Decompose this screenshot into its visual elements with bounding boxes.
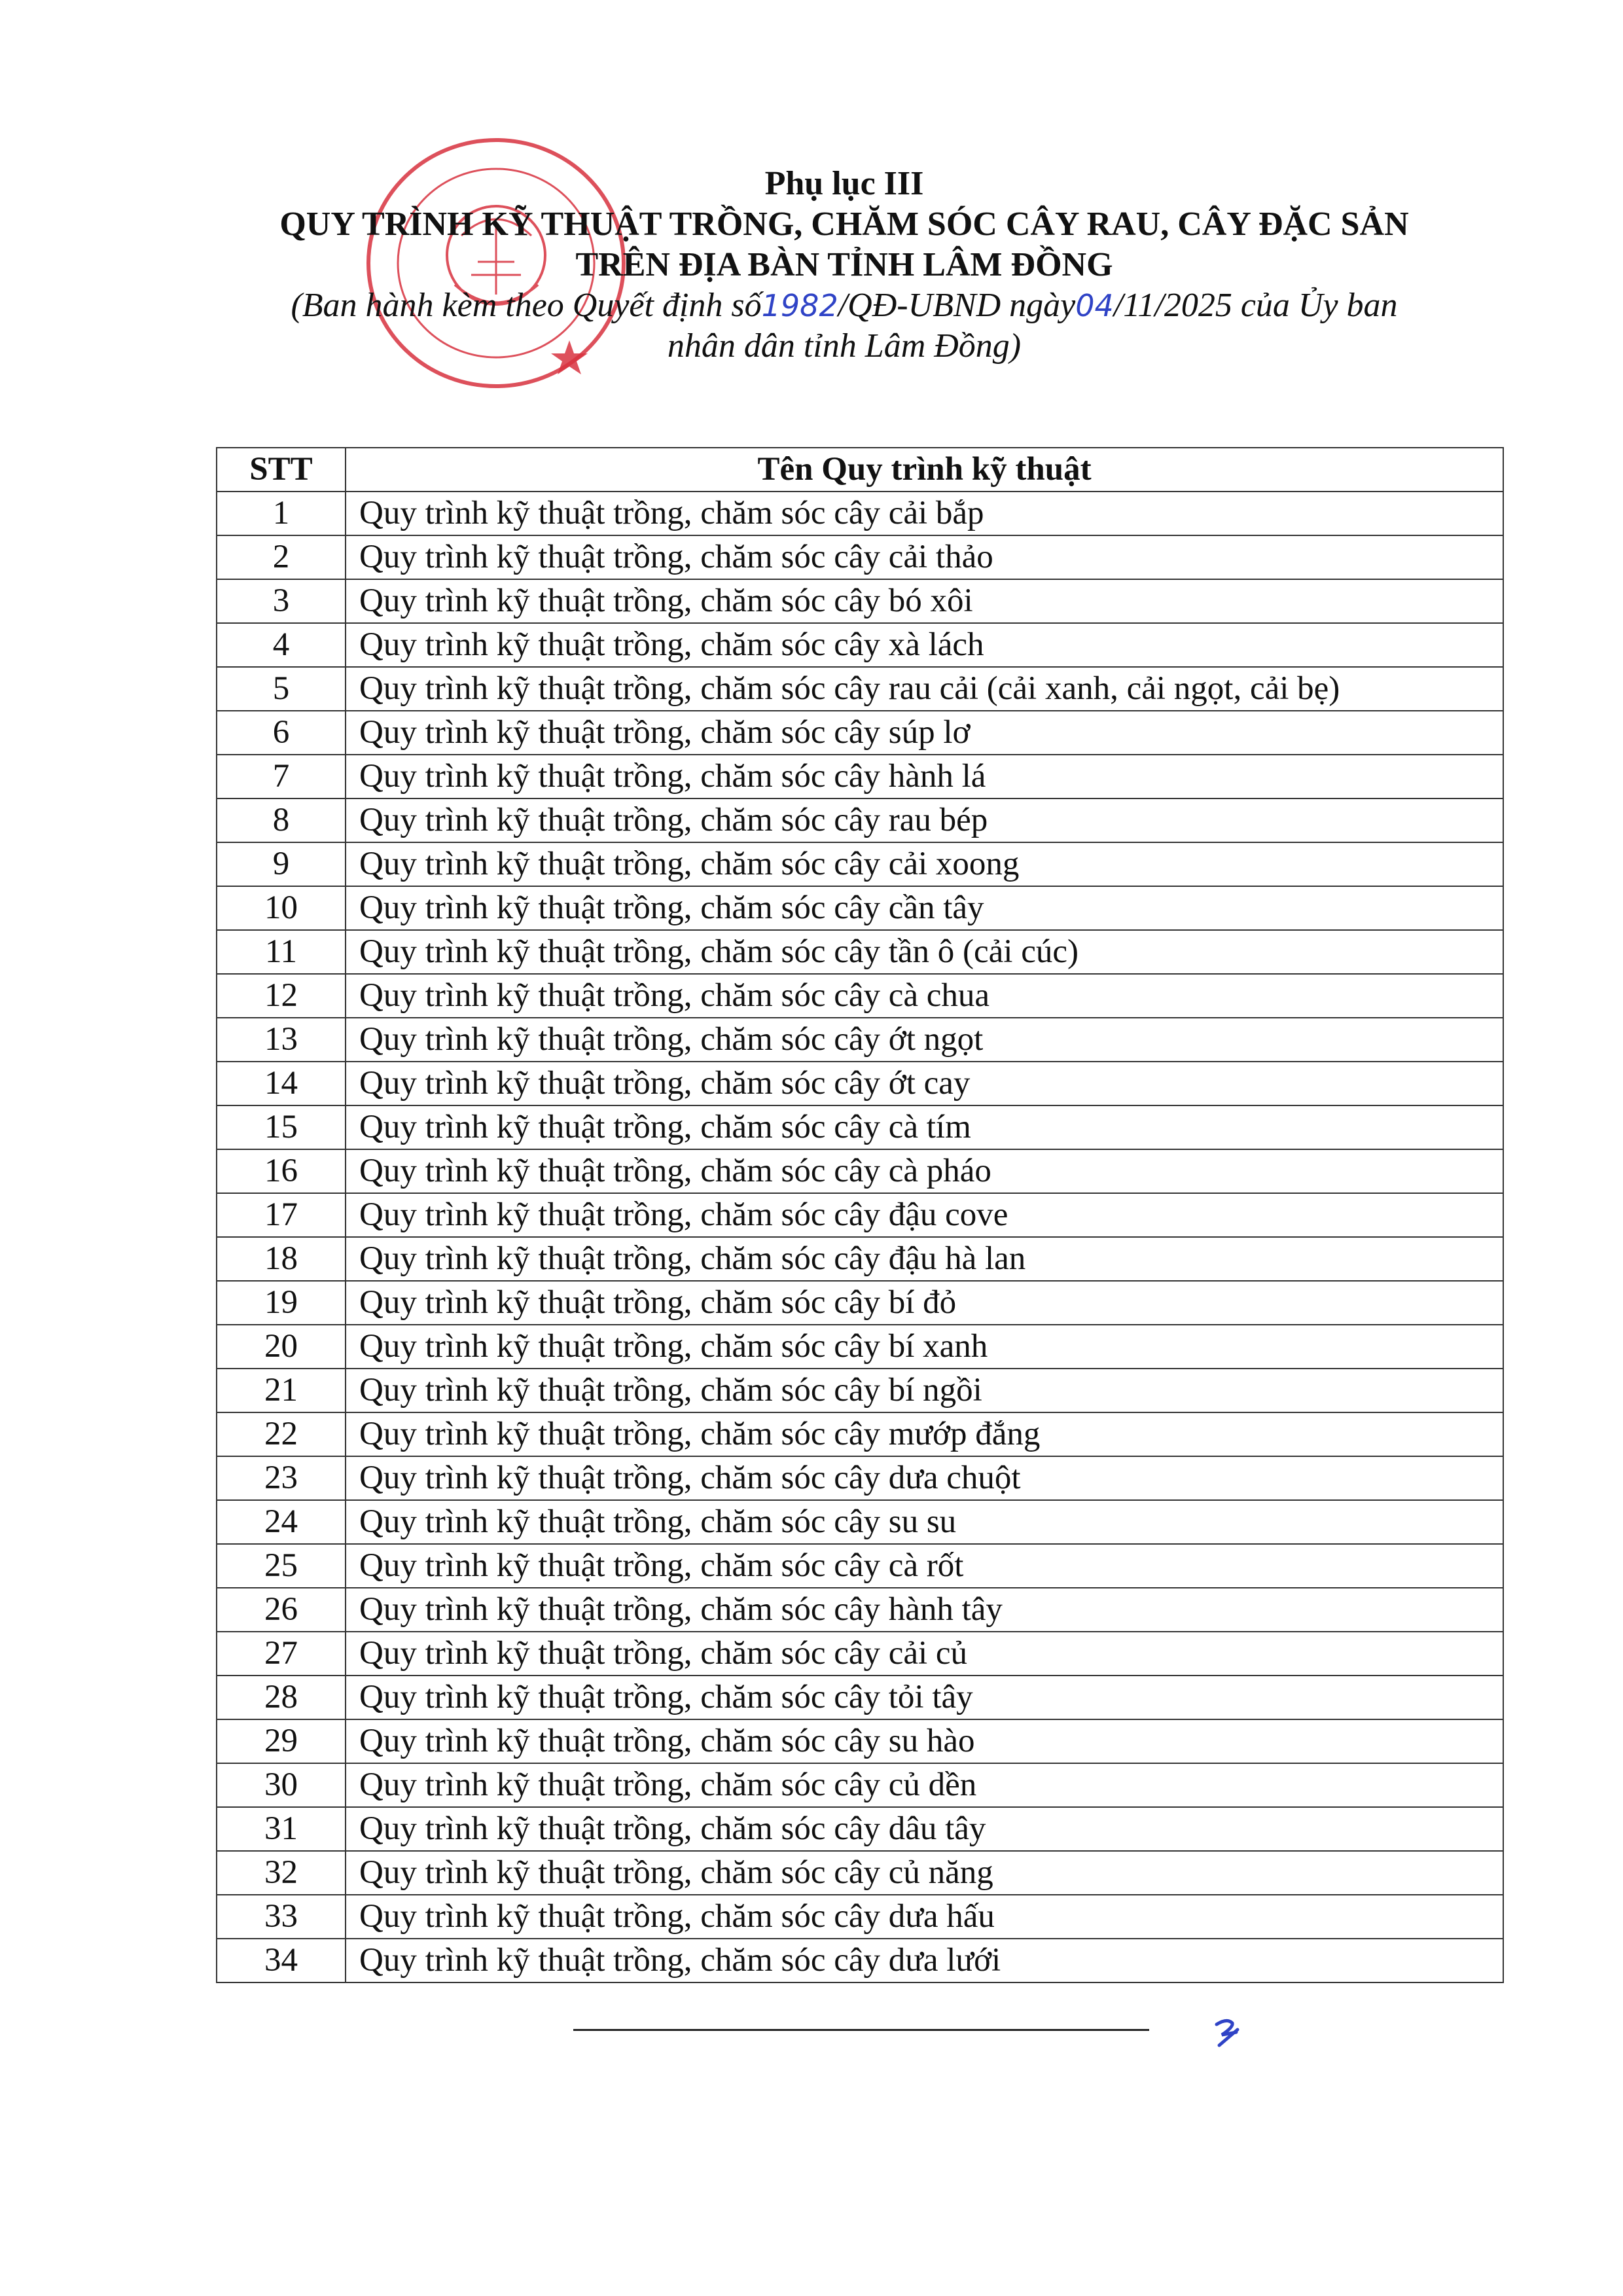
table-row — [217, 1544, 1503, 1588]
table-row — [217, 974, 1503, 1018]
table-row — [217, 535, 1503, 579]
row-stt: 16 — [217, 1149, 346, 1193]
row-stt: 7 — [217, 755, 346, 798]
issuance-note-part1: (Ban hành kèm theo Quyết định số — [291, 287, 762, 324]
table-row — [217, 1895, 1503, 1939]
row-procedure-name: Quy trình kỹ thuật trồng, chăm sóc cây cà tím — [346, 1105, 1503, 1149]
table-row — [217, 1369, 1503, 1412]
table-row — [217, 1763, 1503, 1807]
procedures-table-body — [217, 492, 1503, 1982]
table-row — [217, 842, 1503, 886]
table-row — [217, 1588, 1503, 1632]
table-row — [217, 1939, 1503, 1982]
row-procedure-name: Quy trình kỹ thuật trồng, chăm sóc cây cải bắp — [346, 492, 1503, 535]
row-procedure-name: Quy trình kỹ thuật trồng, chăm sóc cây cà pháo — [346, 1149, 1503, 1193]
row-procedure-name: Quy trình kỹ thuật trồng, chăm sóc cây đậu cove — [346, 1193, 1503, 1237]
issuance-note-part3: /11/2025 của Ủy ban — [1113, 287, 1398, 324]
row-stt: 31 — [217, 1807, 346, 1851]
row-procedure-name: Quy trình kỹ thuật trồng, chăm sóc cây củ năng — [346, 1851, 1503, 1895]
table-row — [217, 492, 1503, 535]
row-stt: 14 — [217, 1062, 346, 1105]
table-header-row — [217, 448, 1503, 492]
table-row — [217, 1105, 1503, 1149]
table-row — [217, 930, 1503, 974]
document-title-line1: QUY TRÌNH KỸ THUẬT TRỒNG, CHĂM SÓC CÂY RAU, CÂY ĐẶC SẢN — [279, 206, 1409, 243]
row-stt: 13 — [217, 1018, 346, 1062]
row-procedure-name: Quy trình kỹ thuật trồng, chăm sóc cây cà rốt — [346, 1544, 1503, 1588]
footer-rule — [573, 2029, 1149, 2031]
row-stt: 2 — [217, 535, 346, 579]
row-stt: 25 — [217, 1544, 346, 1588]
column-header-name: Tên Quy trình kỹ thuật — [346, 448, 1503, 492]
procedures-table — [216, 447, 1504, 1983]
row-stt: 27 — [217, 1632, 346, 1676]
row-procedure-name: Quy trình kỹ thuật trồng, chăm sóc cây bí đỏ — [346, 1281, 1503, 1325]
row-procedure-name: Quy trình kỹ thuật trồng, chăm sóc cây tỏi tây — [346, 1676, 1503, 1719]
row-procedure-name: Quy trình kỹ thuật trồng, chăm sóc cây hành lá — [346, 755, 1503, 798]
row-stt: 1 — [217, 492, 346, 535]
row-procedure-name: Quy trình kỹ thuật trồng, chăm sóc cây hành tây — [346, 1588, 1503, 1632]
table-row — [217, 1149, 1503, 1193]
row-procedure-name: Quy trình kỹ thuật trồng, chăm sóc cây rau bép — [346, 798, 1503, 842]
row-stt: 10 — [217, 886, 346, 930]
table-row — [217, 1632, 1503, 1676]
table-row — [217, 1412, 1503, 1456]
row-procedure-name: Quy trình kỹ thuật trồng, chăm sóc cây su su — [346, 1500, 1503, 1544]
document-header — [196, 164, 1492, 367]
row-procedure-name: Quy trình kỹ thuật trồng, chăm sóc cây bó xôi — [346, 579, 1503, 623]
row-stt: 6 — [217, 711, 346, 755]
table-row — [217, 798, 1503, 842]
table-row — [217, 1807, 1503, 1851]
table-row — [217, 1325, 1503, 1369]
row-procedure-name: Quy trình kỹ thuật trồng, chăm sóc cây cà chua — [346, 974, 1503, 1018]
issuance-note — [196, 285, 1492, 326]
row-procedure-name: Quy trình kỹ thuật trồng, chăm sóc cây cải xoong — [346, 842, 1503, 886]
issuance-note-line2: nhân dân tỉnh Lâm Đồng) — [667, 327, 1022, 365]
table-row — [217, 667, 1503, 711]
row-procedure-name: Quy trình kỹ thuật trồng, chăm sóc cây dưa hấu — [346, 1895, 1503, 1939]
table-row — [217, 1237, 1503, 1281]
row-procedure-name: Quy trình kỹ thuật trồng, chăm sóc cây cần tây — [346, 886, 1503, 930]
row-stt: 8 — [217, 798, 346, 842]
table-row — [217, 755, 1503, 798]
row-stt: 22 — [217, 1412, 346, 1456]
row-stt: 23 — [217, 1456, 346, 1500]
table-row — [217, 1281, 1503, 1325]
row-procedure-name: Quy trình kỹ thuật trồng, chăm sóc cây xà lách — [346, 623, 1503, 667]
table-row — [217, 1719, 1503, 1763]
table-row — [217, 711, 1503, 755]
row-procedure-name: Quy trình kỹ thuật trồng, chăm sóc cây dưa chuột — [346, 1456, 1503, 1500]
row-procedure-name: Quy trình kỹ thuật trồng, chăm sóc cây su hào — [346, 1719, 1503, 1763]
table-row — [217, 1062, 1503, 1105]
table-row — [217, 623, 1503, 667]
table-row — [217, 1500, 1503, 1544]
column-header-stt: STT — [217, 448, 346, 492]
row-stt: 24 — [217, 1500, 346, 1544]
row-procedure-name: Quy trình kỹ thuật trồng, chăm sóc cây bí xanh — [346, 1325, 1503, 1369]
row-stt: 29 — [217, 1719, 346, 1763]
row-stt: 28 — [217, 1676, 346, 1719]
table-row — [217, 1676, 1503, 1719]
row-procedure-name: Quy trình kỹ thuật trồng, chăm sóc cây dâu tây — [346, 1807, 1503, 1851]
row-procedure-name: Quy trình kỹ thuật trồng, chăm sóc cây súp lơ — [346, 711, 1503, 755]
row-procedure-name: Quy trình kỹ thuật trồng, chăm sóc cây ớt cay — [346, 1062, 1503, 1105]
row-procedure-name: Quy trình kỹ thuật trồng, chăm sóc cây đậu hà lan — [346, 1237, 1503, 1281]
table-row — [217, 579, 1503, 623]
row-procedure-name: Quy trình kỹ thuật trồng, chăm sóc cây ớt ngọt — [346, 1018, 1503, 1062]
row-procedure-name: Quy trình kỹ thuật trồng, chăm sóc cây rau cải (cải xanh, cải ngọt, cải bẹ) — [346, 667, 1503, 711]
table-row — [217, 1193, 1503, 1237]
document-title-line2: TRÊN ĐỊA BÀN TỈNH LÂM ĐỒNG — [575, 246, 1113, 283]
row-stt: 32 — [217, 1851, 346, 1895]
row-stt: 5 — [217, 667, 346, 711]
row-stt: 9 — [217, 842, 346, 886]
table-row — [217, 886, 1503, 930]
row-stt: 3 — [217, 579, 346, 623]
row-stt: 19 — [217, 1281, 346, 1325]
issuance-note-part2: /QĐ-UBND ngày — [838, 287, 1076, 324]
table-row — [217, 1456, 1503, 1500]
row-procedure-name: Quy trình kỹ thuật trồng, chăm sóc cây củ dền — [346, 1763, 1503, 1807]
row-stt: 30 — [217, 1763, 346, 1807]
row-procedure-name: Quy trình kỹ thuật trồng, chăm sóc cây tần ô (cải cúc) — [346, 930, 1503, 974]
row-stt: 4 — [217, 623, 346, 667]
row-stt: 12 — [217, 974, 346, 1018]
row-stt: 18 — [217, 1237, 346, 1281]
row-stt: 34 — [217, 1939, 346, 1982]
appendix-label: Phụ lục III — [764, 165, 924, 202]
row-stt: 15 — [217, 1105, 346, 1149]
row-procedure-name: Quy trình kỹ thuật trồng, chăm sóc cây mướp đắng — [346, 1412, 1503, 1456]
table-row — [217, 1018, 1503, 1062]
row-stt: 20 — [217, 1325, 346, 1369]
row-stt: 11 — [217, 930, 346, 974]
row-procedure-name: Quy trình kỹ thuật trồng, chăm sóc cây bí ngồi — [346, 1369, 1503, 1412]
table-row — [217, 1851, 1503, 1895]
row-procedure-name: Quy trình kỹ thuật trồng, chăm sóc cây cải củ — [346, 1632, 1503, 1676]
row-stt: 21 — [217, 1369, 346, 1412]
decision-day: 04 — [1075, 288, 1114, 323]
row-stt: 17 — [217, 1193, 346, 1237]
row-procedure-name: Quy trình kỹ thuật trồng, chăm sóc cây dưa lưới — [346, 1939, 1503, 1982]
initial-mark-icon — [1207, 2013, 1247, 2052]
decision-number: 1982 — [761, 288, 838, 323]
row-stt: 26 — [217, 1588, 346, 1632]
row-stt: 33 — [217, 1895, 346, 1939]
row-procedure-name: Quy trình kỹ thuật trồng, chăm sóc cây cải thảo — [346, 535, 1503, 579]
